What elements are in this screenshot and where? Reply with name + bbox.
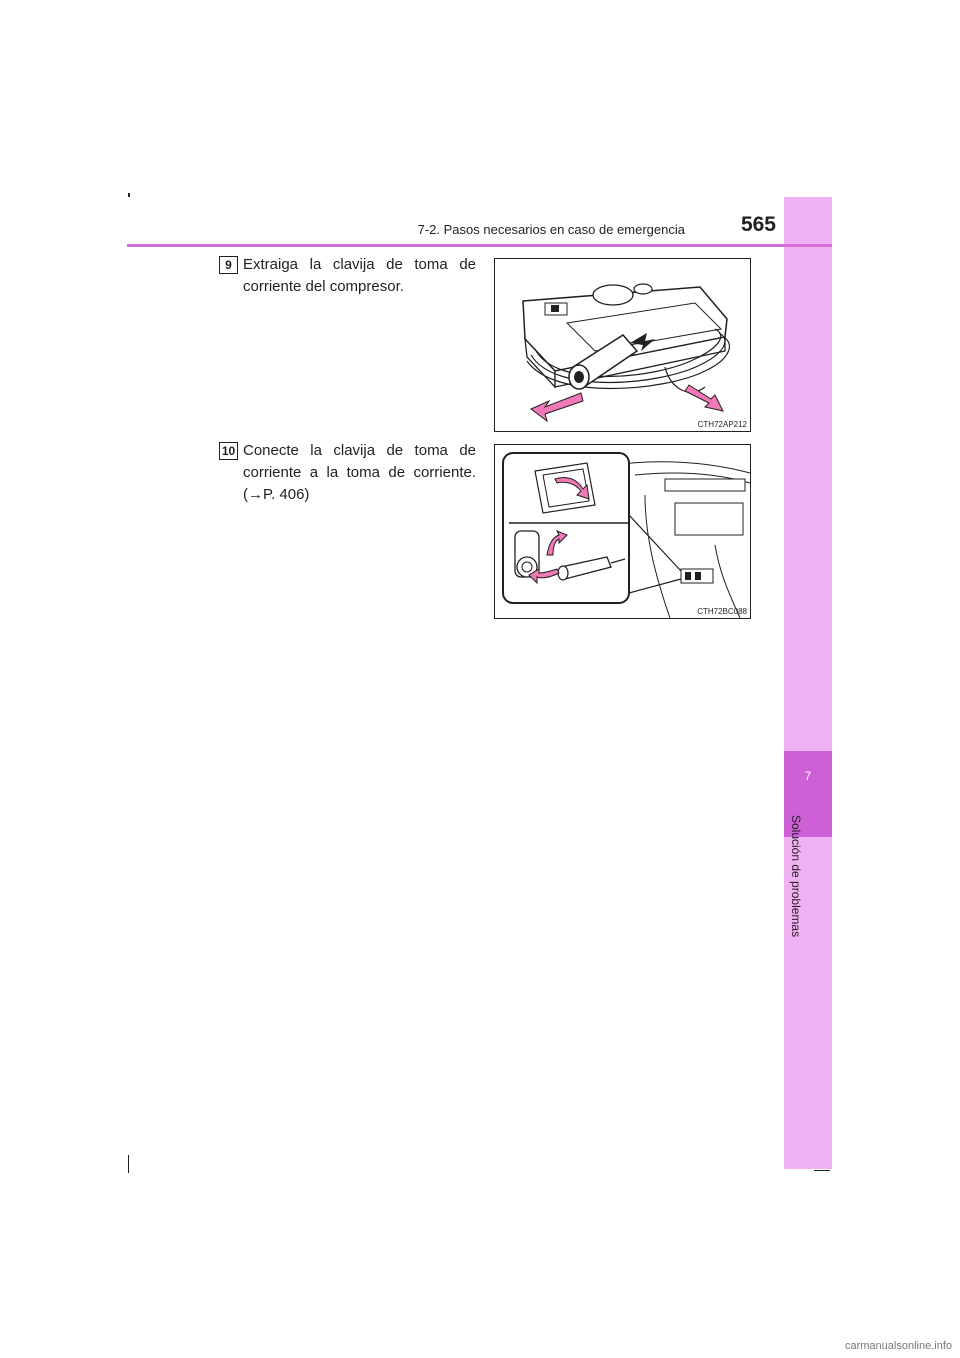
compressor-illustration (495, 259, 750, 431)
trim-mark (814, 1170, 830, 1171)
watermark: carmanualsonline.info (844, 1340, 952, 1352)
chapter-number: 7 (804, 769, 812, 783)
figure-compressor (494, 258, 751, 432)
side-tab (784, 197, 832, 1169)
trim-mark (128, 1155, 129, 1173)
figure-code: CTH72AP212 (697, 420, 747, 429)
step-text-10: Conecte la clavija de toma de corriente a la toma de corriente. (→P. 406) (243, 442, 476, 503)
figure-code: CTH72BC088 (697, 607, 747, 616)
trim-mark (128, 193, 130, 197)
figure-power-outlet (494, 444, 751, 619)
page-number: 565 (740, 213, 776, 236)
step-number-9: 9 (219, 256, 238, 274)
header-section-title: 7-2. Pasos necesarios en caso de emergencia (417, 222, 685, 237)
step-number-10: 10 (219, 442, 238, 460)
power-outlet-illustration (495, 445, 750, 618)
header-rule (127, 244, 832, 247)
step-text-9: Extraiga la clavija de toma de corriente del compresor. (243, 256, 476, 295)
chapter-title: Solución de problemas (789, 815, 803, 938)
